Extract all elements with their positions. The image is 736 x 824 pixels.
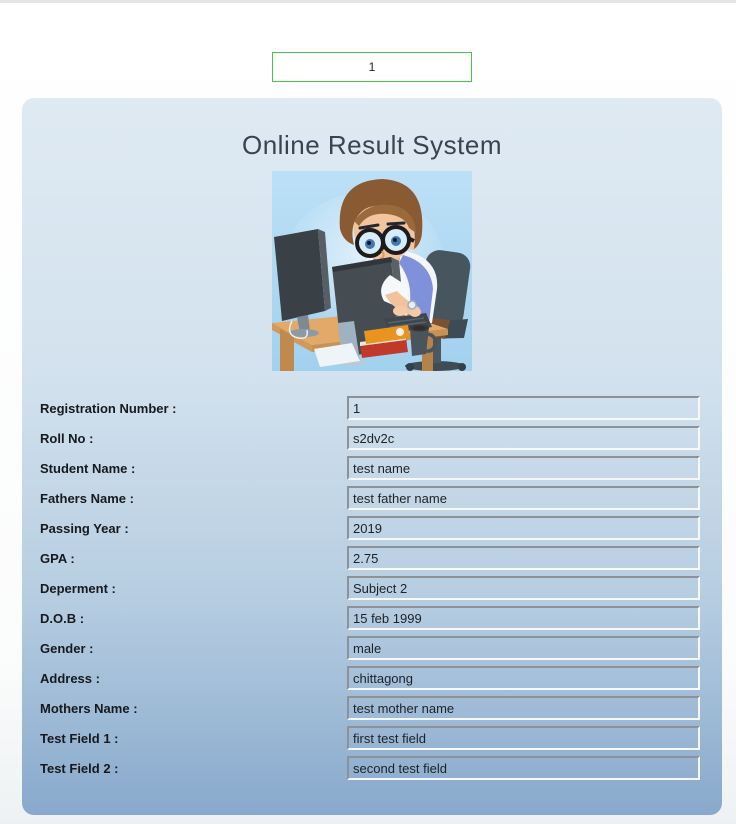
field-label: Test Field 2 : <box>40 760 119 776</box>
field-row <box>22 393 722 423</box>
registration-number-field[interactable] <box>347 396 700 420</box>
field-row <box>22 663 722 693</box>
address-field[interactable] <box>347 666 700 690</box>
field-label: Fathers Name : <box>40 490 134 506</box>
dob-field[interactable] <box>347 606 700 630</box>
field-label: Passing Year : <box>40 520 129 536</box>
field-label: Registration Number : <box>40 400 177 416</box>
department-field[interactable] <box>347 576 700 600</box>
field-label: Test Field 1 : <box>40 730 119 746</box>
field-row <box>22 723 722 753</box>
test-field-1[interactable] <box>347 726 700 750</box>
result-card <box>22 98 722 815</box>
student-name-field[interactable] <box>347 456 700 480</box>
result-fields <box>22 393 722 783</box>
field-row <box>22 753 722 783</box>
top-divider <box>0 0 736 3</box>
field-row <box>22 633 722 663</box>
field-row <box>22 543 722 573</box>
gpa-field[interactable] <box>347 546 700 570</box>
mothers-name-field[interactable] <box>347 696 700 720</box>
field-row <box>22 453 722 483</box>
field-row <box>22 423 722 453</box>
page-title: Online Result System <box>242 130 502 160</box>
field-row <box>22 513 722 543</box>
field-row <box>22 483 722 513</box>
gender-field[interactable] <box>347 636 700 660</box>
field-label: Gender : <box>40 640 94 656</box>
student-computer-illustration <box>272 171 472 371</box>
field-label: Roll No : <box>40 430 94 446</box>
registration-number-search-input[interactable] <box>272 52 472 82</box>
field-label: GPA : <box>40 550 75 566</box>
field-row <box>22 573 722 603</box>
field-label: Deperment : <box>40 580 116 596</box>
top-input-row <box>22 52 722 82</box>
roll-no-field[interactable] <box>347 426 700 450</box>
field-label: Student Name : <box>40 460 136 476</box>
field-row <box>22 603 722 633</box>
fathers-name-field[interactable] <box>347 486 700 510</box>
passing-year-field[interactable] <box>347 516 700 540</box>
field-label: Mothers Name : <box>40 700 138 716</box>
field-label: D.O.B : <box>40 610 85 626</box>
test-field-2[interactable] <box>347 756 700 780</box>
illustration-wrap <box>22 171 722 371</box>
field-row <box>22 693 722 723</box>
field-label: Address : <box>40 670 100 686</box>
